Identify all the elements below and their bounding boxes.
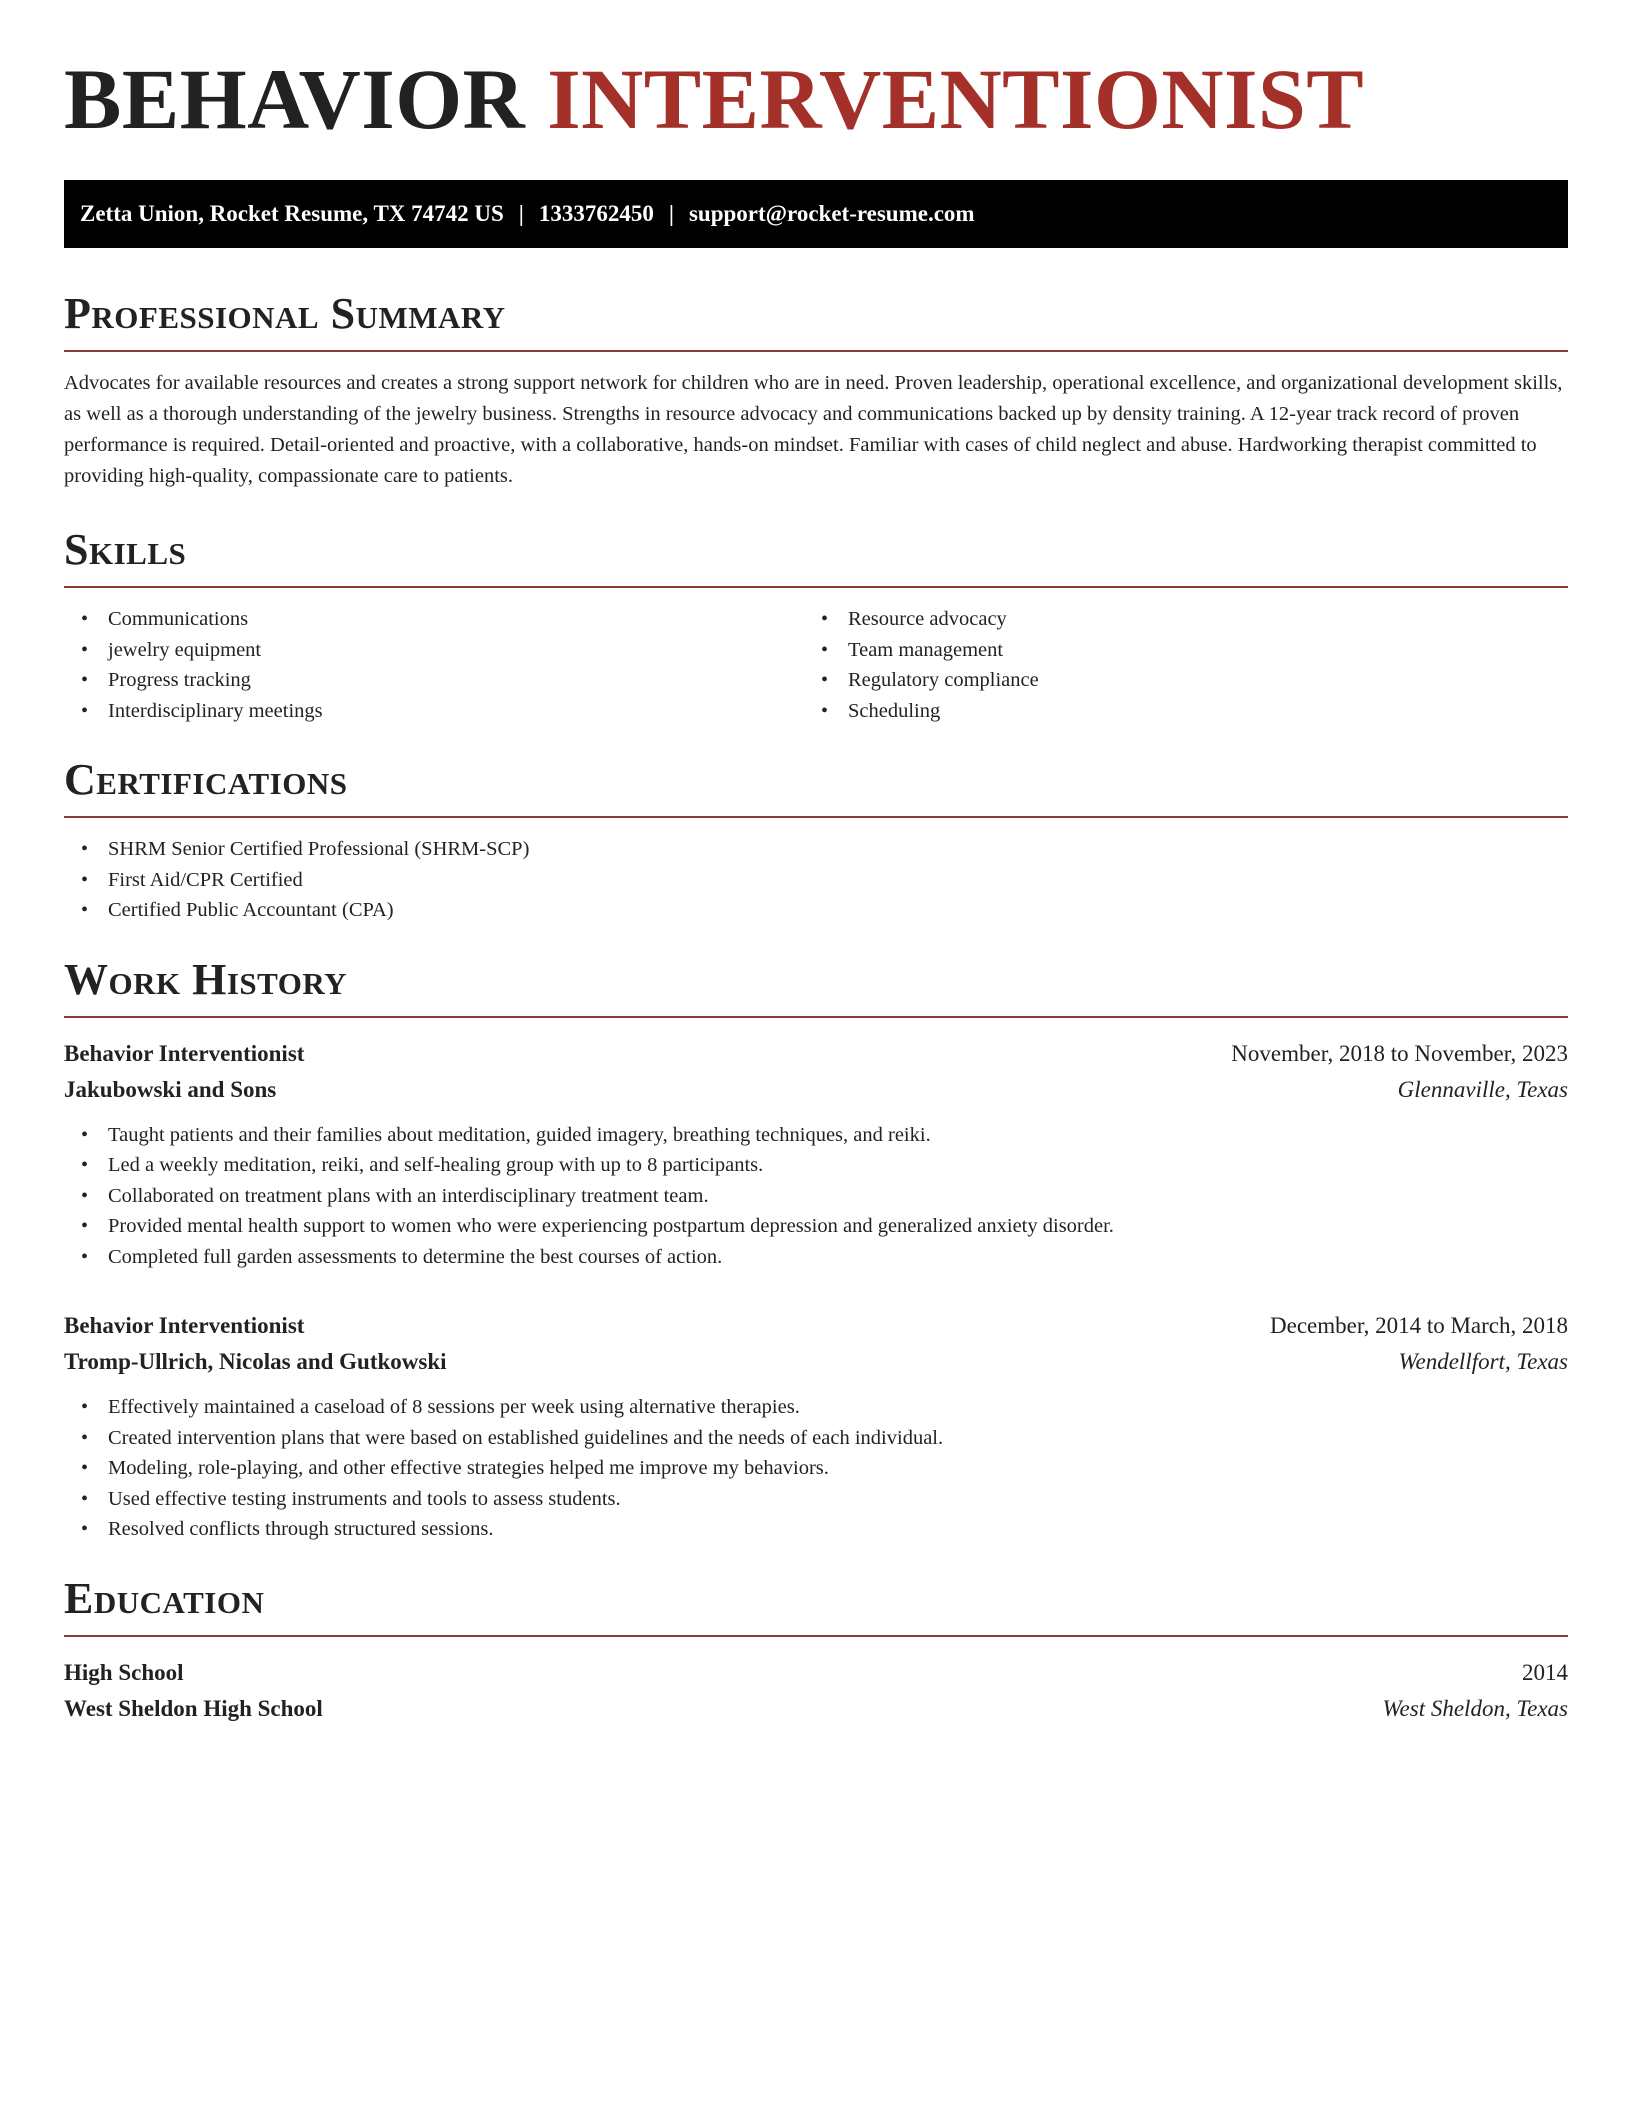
skill-item: • Team management [804, 635, 1544, 666]
contact-separator: | [518, 201, 524, 226]
title-second-word: INTERVENTIONIST [547, 51, 1365, 147]
job-title-row [64, 1308, 1568, 1344]
work-history-heading: Work History [64, 954, 348, 1004]
education-school-row [64, 1691, 1568, 1727]
job-dates: November, 2018 to November, 2023 [1231, 1040, 1568, 1066]
job-title: Behavior Interventionist [64, 1313, 305, 1338]
summary-section [64, 289, 1568, 492]
contact-separator: | [668, 201, 674, 226]
education-degree-row [64, 1655, 1568, 1691]
section-divider [64, 350, 1568, 352]
job-duties-list [64, 1120, 1568, 1273]
skill-item: • Interdisciplinary meetings [64, 696, 804, 727]
education-year: 2014 [1522, 1659, 1568, 1685]
education-section [64, 1573, 1568, 1727]
job-company-row [64, 1344, 1568, 1380]
job-title-row [64, 1036, 1568, 1072]
education-degree: High School [64, 1659, 184, 1685]
job-duty: • Led a weekly meditation, reiki, and self-healing group with up to 8 participants. [64, 1150, 1568, 1181]
certifications-section [64, 755, 1568, 926]
job-entry [64, 1036, 1568, 1273]
section-divider [64, 1635, 1568, 1637]
job-duty: • Created intervention plans that were based on established guidelines and the needs of each individual. [64, 1423, 1568, 1454]
contact-bar [64, 180, 1568, 248]
resume-title [64, 51, 1568, 147]
title-first-word: BEHAVIOR [64, 51, 526, 147]
job-location: Glennaville, Texas [1397, 1076, 1568, 1102]
certification-item: • SHRM Senior Certified Professional (SHRM-SCP) [64, 834, 1568, 865]
work-history-section [64, 954, 1568, 1545]
contact-phone: 1333762450 [538, 201, 654, 226]
education-entry [64, 1655, 1568, 1727]
skill-item: • Regulatory compliance [804, 665, 1544, 696]
job-duty: • Effectively maintained a caseload of 8 sessions per week using alternative therapies. [64, 1392, 1568, 1423]
job-duties-list [64, 1392, 1568, 1545]
skill-item: • Resource advocacy [804, 604, 1544, 635]
job-duty: • Collaborated on treatment plans with an interdisciplinary treatment team. [64, 1181, 1568, 1212]
job-company-row [64, 1072, 1568, 1108]
job-title: Behavior Interventionist [64, 1040, 305, 1066]
education-heading: Education [64, 1573, 265, 1623]
job-location: Wendellfort, Texas [1398, 1349, 1568, 1374]
education-school: West Sheldon High School [64, 1695, 323, 1721]
skills-list-left [64, 604, 804, 726]
skills-column-left [64, 588, 804, 726]
job-duty: • Used effective testing instruments and tools to assess students. [64, 1484, 1568, 1515]
job-duty: • Modeling, role-playing, and other effective strategies helped me improve my behaviors. [64, 1453, 1568, 1484]
section-divider [64, 1016, 1568, 1018]
skills-heading: Skills [64, 525, 187, 574]
certifications-list [64, 834, 1568, 926]
job-duty: • Provided mental health support to women who were experiencing postpartum depression and generalized anxiety disorder. [64, 1211, 1568, 1242]
summary-heading: Professional Summary [64, 289, 506, 338]
job-company: Tromp-Ullrich, Nicolas and Gutkowski [64, 1349, 447, 1374]
skill-item: • Communications [64, 604, 804, 635]
certification-item: • Certified Public Accountant (CPA) [64, 895, 1568, 926]
contact-address: Zetta Union, Rocket Resume, TX 74742 US [80, 201, 504, 226]
education-location: West Sheldon, Texas [1382, 1695, 1568, 1721]
skills-section [64, 525, 1568, 726]
skill-item: • Scheduling [804, 696, 1544, 727]
job-company: Jakubowski and Sons [64, 1076, 277, 1102]
job-dates: December, 2014 to March, 2018 [1270, 1313, 1568, 1338]
job-duty: • Resolved conflicts through structured sessions. [64, 1514, 1568, 1545]
job-duty: • Completed full garden assessments to determine the best courses of action. [64, 1242, 1568, 1273]
skills-list-right [804, 604, 1544, 726]
section-divider [64, 816, 1568, 818]
skills-column-right [804, 588, 1544, 726]
job-duty: • Taught patients and their families about meditation, guided imagery, breathing techniques, and reiki. [64, 1120, 1568, 1151]
summary-text: Advocates for available resources and creates a strong support network for children who are in need. Proven leadership, operational excellence, and organizational development skills, as well as a thorough understanding of the jewelry business. Strengths in resource advocacy and communications backed up by density training. A 12-year track record of proven performance is required. Detail-oriented and proactive, with a collaborative, hands-on mindset. Familiar with cases of child neglect and abuse. Hardworking therapist committed to providing high-quality, compassionate care to patients. [64, 372, 1563, 487]
contact-email: support@rocket-resume.com [688, 201, 975, 226]
job-entry [64, 1308, 1568, 1545]
skill-item: • Progress tracking [64, 665, 804, 696]
certification-item: • First Aid/CPR Certified [64, 865, 1568, 896]
skills-grid [64, 588, 1568, 726]
skill-item: • jewelry equipment [64, 635, 804, 666]
certifications-heading: Certifications [64, 755, 348, 804]
